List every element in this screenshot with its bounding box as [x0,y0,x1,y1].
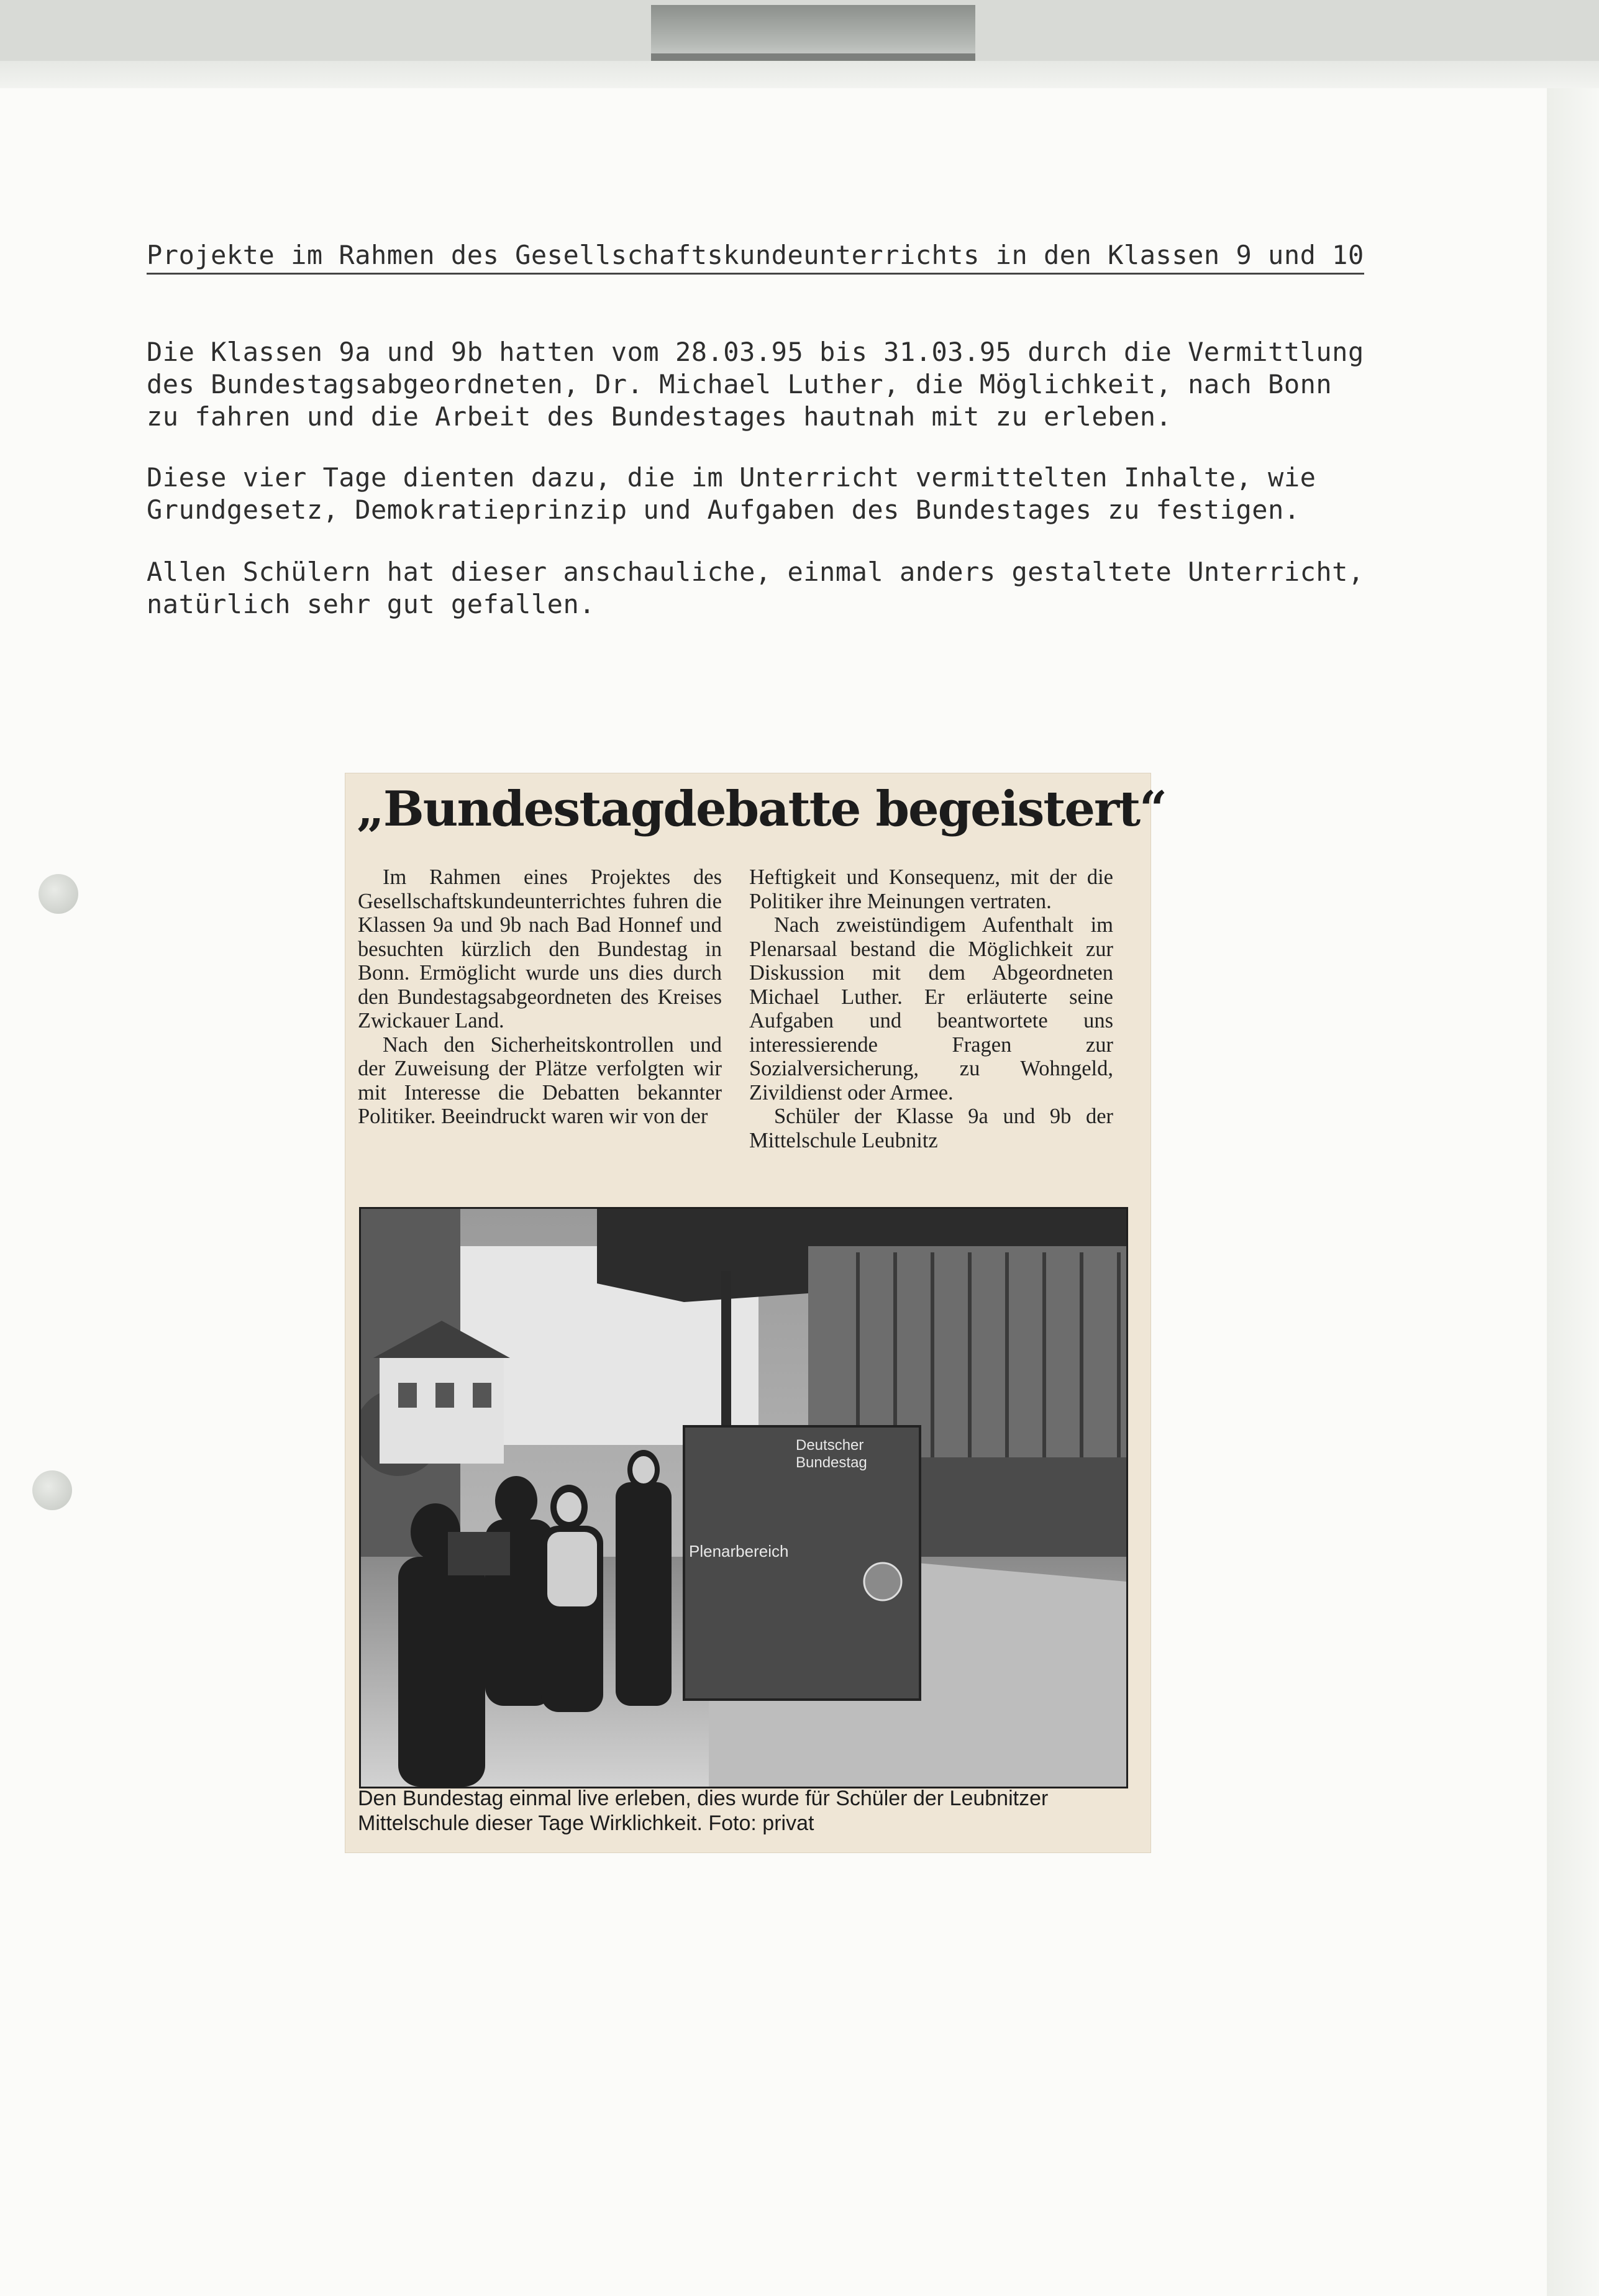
article-column-2 [749,865,1113,1152]
typed-paragraph: Die Klassen 9a und 9b hatten vom 28.03.95 bis 31.03.95 durch die Vermittlung des Bundestagsabgeordneten, Dr. Michael Luther, die Möglichkeit, nach Bonn zu fahren und die Arbeit des Bundestages hautnah mit zu erleben. [147,337,1364,432]
article-paragraph: Nach zweistündigem Aufenthalt im Plenarsaal bestand die Möglichkeit zur Diskussion mit dem Abgeordneten Michael Luther. Er erläuterte seine Aufgaben und beantwortete uns interessierende Fragen zur Sozialversicherung, zu Wohngeld, Zivildienst oder Armee. [749,913,1113,1105]
document-heading: Projekte im Rahmen des Gesellschaftskundeunterrichts in den Klassen 9 und 10 [147,239,1364,275]
sign-text: Bundestag [796,1454,867,1471]
newspaper-clipping [345,773,1167,1852]
typed-paragraph: Diese vier Tage dienten dazu, die im Unterricht vermittelten Inhalte, wie Grundgesetz, Demokratieprinzip und Aufgaben des Bundestages zu festigen. [147,462,1316,525]
sheet-right-edge [1547,88,1599,2296]
news-photo [359,1207,1128,1788]
article-column-1 [358,865,722,1129]
photo-caption: Den Bundestag einmal live erleben, dies wurde für Schüler der Leubnitzer Mittelschule dieser Tage Wirklichkeit. Foto: privat [358,1787,1049,1835]
sign-text: Plenarbereich [689,1542,789,1560]
photo-illustration [361,1209,1126,1787]
article-paragraph: Im Rahmen eines Projektes des Gesellschaftskundeunterrichtes fuhren die Klassen 9a und 9b nach Bad Honnef und besuchten kürzlich den Bundestag in Bonn. Ermöglicht wurde uns dies durch den Bundestagsabgeordneten des Kreises Zwickauer Land. [358,865,722,1032]
punch-hole [39,874,78,914]
article-paragraph: Heftigkeit und Konsequenz, mit der die Politiker ihre Meinungen vertraten. [749,865,1113,913]
punch-hole [32,1470,72,1510]
clipping-headline: „Bundestagdebatte begeistert“ [357,781,1167,837]
typed-paragraph: Allen Schülern hat dieser anschauliche, einmal anders gestaltete Unterricht, natürlich sehr gut gefallen. [147,557,1364,619]
article-signature: Schüler der Klasse 9a und 9b der Mittelschule Leubnitz [749,1105,1113,1152]
sign-text: Deutscher [796,1437,864,1454]
sheet-top-edge [0,61,1599,89]
article-paragraph: Nach den Sicherheitskontrollen und der Zuweisung der Plätze verfolgten wir mit Interesse die Debatten bekannter Politiker. Beeindruckt waren wir von der [358,1032,722,1128]
